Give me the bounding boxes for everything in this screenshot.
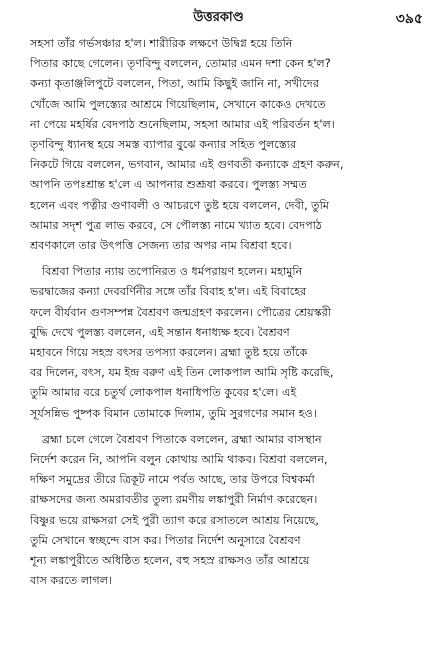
running-title: উত্তরকাণ্ড [193,10,244,25]
text-line: হলেন এবং পত্নীর গুণাবলী ও আচরণে তুষ্ট হয়ে বললেন, দেবী, তুমি [30,198,329,212]
text-line: বর দিলেন, বৎস, যম ইন্দ্র বরুণ এই তিন লোকপাল আমি সৃষ্টি করেছি, [30,366,334,380]
text-line: শ্রবণকালে তার উৎপত্তি সেজন্য তার অপর নাম বিশ্রবা হবে। [30,239,292,253]
text-line: খোঁজে আমি পুলস্ত্যের আশ্রমে গিয়েছিলাম, সেখানে কাকেও দেখতে [30,97,326,111]
paragraph-1 [30,34,415,256]
body-text [30,34,415,597]
text-line: ভরদ্বাজের কন্যা দেববর্ণিনীর সঙ্গে তাঁর বিবাহ হ'ল। এই বিবাহের [30,285,307,299]
paragraph-3 [30,430,415,592]
paragraph-2 [30,262,415,424]
text-line: আপনি তপঃশ্রান্ত হ'লে এ আপনার শুশ্রূষা করবে। পুলস্ত্য সম্মত [30,178,307,192]
text-line: তৃণবিন্দু ধ্যানস্থ হয়ে সমস্ত ব্যাপার বুঝে কন্যার সহিত পুলস্ত্যের [30,138,297,152]
text-line: না পেয়ে মহর্ষির বেদপাঠ শুনেছিলাম, সহসা আমার এই পরিবর্তন হ'ল। [30,117,335,131]
text-line: বিষ্ণুর ভয়ে রাক্ষসরা সেই পুরী ত্যাগ করে রসাতলে আশ্রয় নিয়েছে, [30,513,319,527]
text-line: সূর্যসন্নিভ পুষ্পক বিমান তোমাকে দিলাম, তুমি সুরগণের সমান হও। [30,406,317,420]
text-line: ব্রহ্মা চলে গেলে বৈশ্রবণ পিতাকে বললেন, ব্রহ্মা আমার বাসস্থান [42,432,322,446]
text-line: তুমি সেখানে স্বচ্ছন্দে বাস কর। পিতার নির্দেশ অনুসারে বৈশ্রবণ [30,533,301,547]
text-line: বিশ্রবা পিতার ন্যায় তপোনিরত ও ধর্মপরায়ণ হলেন। মহামুনি [42,265,303,279]
text-line: নিকটে গিয়ে বললেন, ভগবান, আমার এই গুণবতী কন্যাকে গ্রহণ করুন, [30,158,344,172]
text-line: তুমি আমার বরে চতুর্থ লোকপাল ধনাধিপতি কুবের হ'লে। এই [30,386,297,400]
text-line: ফলে বীর্যবান গুণসম্পন্ন বৈশ্রবণ জন্মগ্রহণ করলেন। পৌত্রের শ্রেয়স্করী [30,305,332,319]
text-line: কন্যা কৃতাঞ্জলিপুটে বললেন, পিতা, আমি কিছুই জানি না, সখীদের [30,77,319,91]
page-number: ৩৯৫ [395,11,423,27]
text-line: রাক্ষসদের জন্য অমরাবতীর তুল্য রমণীয় লঙ্কাপুরী নির্মাণ করেছেন। [30,493,318,507]
text-line: পিতার কাছে গেলেন। তৃণবিন্দু বললেন, তোমার এমন দশা কেন হ'ল? [30,57,331,71]
text-line: শূন্য লঙ্কাপুরীতে অধিষ্ঠিত হলেন, বহু সহস্র রাক্ষসও তাঁর আশ্রয়ে [30,554,310,568]
text-line: নির্দেশ করেন নি, আপনি বলুন কোথায় আমি থাকব। বিশ্রবা বললেন, [30,453,328,467]
text-line: মহাবনে গিয়ে সহস্র বৎসর তপস্যা করলেন। ব্রহ্মা তুষ্ট হয়ে তাঁকে [30,346,308,360]
text-line: দক্ষিণ সমুদ্রের তীরে ত্রিকূট নামে পর্বত আছে, তার উপরে বিশ্বকর্মা [30,473,315,487]
text-line: আমার সদৃশ পুত্র লাভ করবে, সে পৌলস্ত্য নামে খ্যাত হবে। বেদপাঠ [30,218,322,232]
text-line: বুদ্ধি দেখে পুলস্ত্য বললেন, এই সন্তান ধনাধ্যক্ষ হবে। বৈশ্রবণ [30,325,290,339]
text-line: সহসা তাঁর গর্ভসঞ্চার হ'ল। শারীরিক লক্ষণে উদ্বিগ্ন হয়ে তিনি [30,37,293,50]
text-line: বাস করতে লাগল। [30,574,113,588]
